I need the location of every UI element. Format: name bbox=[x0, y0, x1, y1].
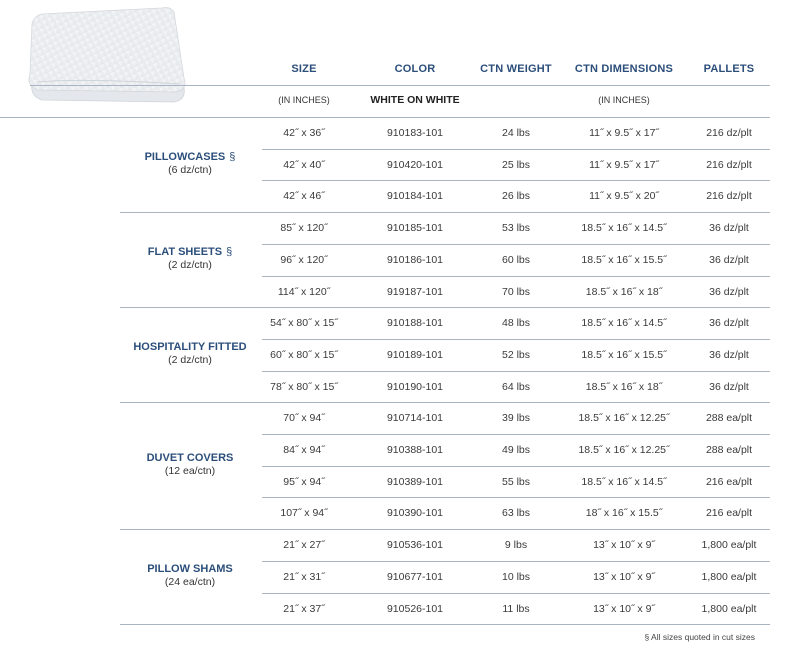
cell-ctn-dimensions: 18.5˝ x 16˝ x 15.5˝ bbox=[581, 348, 667, 361]
cell-pallets: 288 ea/plt bbox=[705, 412, 753, 425]
group-name bbox=[120, 151, 260, 163]
row-rule bbox=[262, 434, 770, 435]
cell-ctn-dimensions: 18.5˝ x 16˝ x 18˝ bbox=[585, 285, 663, 298]
cell-ctn-dimensions: 18.5˝ x 16˝ x 14.5˝ bbox=[581, 317, 667, 330]
cell-color-code: 910183-101 bbox=[386, 127, 444, 139]
cell-ctn-dimensions: 13˝ x 10˝ x 9˝ bbox=[593, 570, 655, 583]
group-label bbox=[120, 452, 260, 477]
cell-ctn-weight: 49 lbs bbox=[501, 444, 531, 456]
cell-pallets: 216 ea/plt bbox=[705, 507, 753, 520]
group-carton-quantity: (6 dz/ctn) bbox=[168, 164, 212, 176]
cell-color-code: 910184-101 bbox=[386, 190, 444, 203]
cell-pallets: 36 dz/plt bbox=[709, 285, 749, 298]
cell-size: 21˝ x 31˝ bbox=[283, 570, 325, 583]
group-label bbox=[120, 563, 260, 588]
cell-color-code: 910389-101 bbox=[386, 475, 444, 488]
group-name bbox=[120, 563, 260, 575]
cell-ctn-dimensions: 11˝ x 9.5˝ x 20˝ bbox=[589, 190, 659, 203]
cell-pallets: 1,800 ea/plt bbox=[701, 539, 757, 552]
group-carton-quantity: (12 ea/ctn) bbox=[164, 465, 216, 477]
subheader-color-value: WHITE ON WHITE bbox=[370, 94, 460, 106]
cell-ctn-dimensions: 13˝ x 10˝ x 9˝ bbox=[593, 539, 655, 552]
row-rule bbox=[262, 149, 770, 150]
cell-ctn-dimensions: 11˝ x 9.5˝ x 17˝ bbox=[589, 158, 659, 171]
cell-color-code: 910420-101 bbox=[386, 158, 444, 171]
group-name-text: PILLOWCASES bbox=[144, 151, 226, 163]
cell-ctn-weight: 53 lbs bbox=[501, 222, 531, 235]
header-ctn-dimensions: CTN DIMENSIONS bbox=[574, 63, 674, 75]
row-rule bbox=[262, 244, 770, 245]
cell-size: 84˝ x 94˝ bbox=[283, 444, 325, 456]
group-name-text: FLAT SHEETS bbox=[147, 246, 223, 258]
row-rule bbox=[262, 593, 770, 594]
cell-color-code: 910714-101 bbox=[386, 412, 444, 425]
header-size: SIZE bbox=[291, 63, 317, 75]
cell-size: 42˝ x 40˝ bbox=[283, 158, 325, 171]
subheader-dimension-units: (IN INCHES) bbox=[598, 95, 650, 105]
section-mark: § bbox=[226, 246, 233, 258]
cell-color-code: 910526-101 bbox=[386, 602, 444, 615]
cell-pallets: 216 dz/plt bbox=[706, 127, 752, 139]
cell-pallets: 1,800 ea/plt bbox=[701, 570, 757, 583]
cell-color-code: 910185-101 bbox=[386, 222, 444, 235]
cell-ctn-dimensions: 18.5˝ x 16˝ x 12.25˝ bbox=[578, 412, 670, 425]
cell-color-code: 910536-101 bbox=[386, 539, 444, 552]
cell-pallets: 36 dz/plt bbox=[709, 348, 749, 361]
cell-ctn-dimensions: 11˝ x 9.5˝ x 17˝ bbox=[589, 127, 659, 139]
header-pallets: PALLETS bbox=[703, 63, 755, 75]
cell-size: 42˝ x 36˝ bbox=[283, 127, 325, 139]
cell-color-code: 910186-101 bbox=[386, 253, 444, 266]
cell-size: 78˝ x 80˝ x 15˝ bbox=[270, 380, 338, 393]
group-name bbox=[120, 341, 260, 353]
cell-ctn-weight: 60 lbs bbox=[501, 253, 531, 266]
cell-ctn-dimensions: 18.5˝ x 16˝ x 14.5˝ bbox=[581, 475, 667, 488]
row-rule bbox=[262, 561, 770, 562]
group-name-text: DUVET COVERS bbox=[146, 452, 234, 464]
cell-ctn-weight: 39 lbs bbox=[501, 412, 531, 425]
cell-color-code: 910188-101 bbox=[386, 317, 444, 330]
cell-ctn-dimensions: 18.5˝ x 16˝ x 15.5˝ bbox=[581, 253, 667, 266]
cell-color-code: 910388-101 bbox=[386, 444, 444, 456]
cell-size: 21˝ x 27˝ bbox=[283, 539, 325, 552]
group-rule bbox=[120, 307, 770, 308]
cell-ctn-weight: 48 lbs bbox=[501, 317, 531, 330]
cell-pallets: 36 dz/plt bbox=[709, 380, 749, 393]
cell-ctn-weight: 11 lbs bbox=[502, 602, 530, 615]
subheader-rule bbox=[0, 117, 770, 118]
cell-ctn-dimensions: 18.5˝ x 16˝ x 14.5˝ bbox=[581, 222, 667, 235]
cell-color-code: 910390-101 bbox=[386, 507, 444, 520]
cell-size: 42˝ x 46˝ bbox=[283, 190, 325, 203]
group-name bbox=[120, 246, 260, 258]
row-rule bbox=[262, 466, 770, 467]
cell-pallets: 36 dz/plt bbox=[709, 317, 749, 330]
row-rule bbox=[262, 180, 770, 181]
pillowcase-product-image bbox=[24, 4, 190, 104]
cell-pallets: 36 dz/plt bbox=[709, 253, 749, 266]
subheader-size-units: (IN INCHES) bbox=[278, 95, 330, 105]
footnote: § All sizes quoted in cut sizes bbox=[644, 632, 755, 642]
group-label bbox=[120, 341, 260, 366]
cell-color-code: 910190-101 bbox=[386, 380, 444, 393]
group-name-text: PILLOW SHAMS bbox=[147, 563, 233, 575]
cell-ctn-weight: 70 lbs bbox=[501, 285, 531, 298]
cell-pallets: 216 dz/plt bbox=[706, 190, 752, 203]
cell-pallets: 36 dz/plt bbox=[709, 222, 749, 235]
group-label bbox=[120, 246, 260, 271]
group-carton-quantity: (24 ea/ctn) bbox=[164, 576, 216, 588]
cell-ctn-weight: 26 lbs bbox=[501, 190, 531, 203]
header-ctn-weight: CTN WEIGHT bbox=[480, 63, 552, 75]
group-carton-quantity: (2 dz/ctn) bbox=[168, 259, 212, 271]
row-rule bbox=[262, 497, 770, 498]
cell-color-code: 910677-101 bbox=[386, 570, 444, 583]
group-carton-quantity: (2 dz/ctn) bbox=[168, 354, 212, 366]
cell-size: 21˝ x 37˝ bbox=[283, 602, 325, 615]
cell-ctn-weight: 25 lbs bbox=[501, 158, 531, 171]
group-label bbox=[120, 151, 260, 176]
header-rule bbox=[30, 85, 770, 86]
group-rule bbox=[120, 212, 770, 213]
cell-size: 70˝ x 94˝ bbox=[283, 412, 325, 425]
cell-ctn-weight: 55 lbs bbox=[501, 475, 531, 488]
cell-pallets: 216 ea/plt bbox=[705, 475, 753, 488]
cell-ctn-dimensions: 18˝ x 16˝ x 15.5˝ bbox=[585, 507, 663, 520]
cell-size: 85˝ x 120˝ bbox=[280, 222, 328, 235]
cell-ctn-weight: 10 lbs bbox=[501, 570, 531, 583]
cell-size: 114˝ x 120˝ bbox=[277, 285, 331, 298]
cell-ctn-weight: 63 lbs bbox=[501, 507, 531, 520]
cell-size: 107˝ x 94˝ bbox=[280, 507, 328, 520]
cell-size: 60˝ x 80˝ x 15˝ bbox=[270, 348, 338, 361]
group-rule bbox=[120, 529, 770, 530]
cell-ctn-dimensions: 18.5˝ x 16˝ x 12.25˝ bbox=[578, 444, 670, 456]
cell-ctn-weight: 24 lbs bbox=[501, 127, 531, 139]
cell-ctn-weight: 64 lbs bbox=[501, 380, 531, 393]
cell-color-code: 910189-101 bbox=[386, 348, 444, 361]
cell-ctn-weight: 9 lbs bbox=[504, 539, 528, 552]
cell-pallets: 1,800 ea/plt bbox=[701, 602, 757, 615]
row-rule bbox=[262, 371, 770, 372]
group-name-text: HOSPITALITY FITTED bbox=[133, 341, 247, 353]
cell-size: 54˝ x 80˝ x 15˝ bbox=[270, 317, 338, 330]
section-mark: § bbox=[229, 151, 236, 163]
header-color: COLOR bbox=[394, 63, 436, 75]
cell-size: 95˝ x 94˝ bbox=[283, 475, 325, 488]
row-rule bbox=[262, 339, 770, 340]
group-rule bbox=[120, 402, 770, 403]
cell-ctn-dimensions: 18.5˝ x 16˝ x 18˝ bbox=[585, 380, 663, 393]
group-rule bbox=[120, 624, 770, 625]
cell-pallets: 216 dz/plt bbox=[706, 158, 752, 171]
cell-pallets: 288 ea/plt bbox=[705, 444, 753, 456]
cell-ctn-weight: 52 lbs bbox=[501, 348, 531, 361]
group-name bbox=[120, 452, 260, 464]
cell-ctn-dimensions: 13˝ x 10˝ x 9˝ bbox=[593, 602, 655, 615]
row-rule bbox=[262, 276, 770, 277]
cell-size: 96˝ x 120˝ bbox=[280, 253, 328, 266]
cell-color-code: 919187-101 bbox=[386, 285, 444, 298]
